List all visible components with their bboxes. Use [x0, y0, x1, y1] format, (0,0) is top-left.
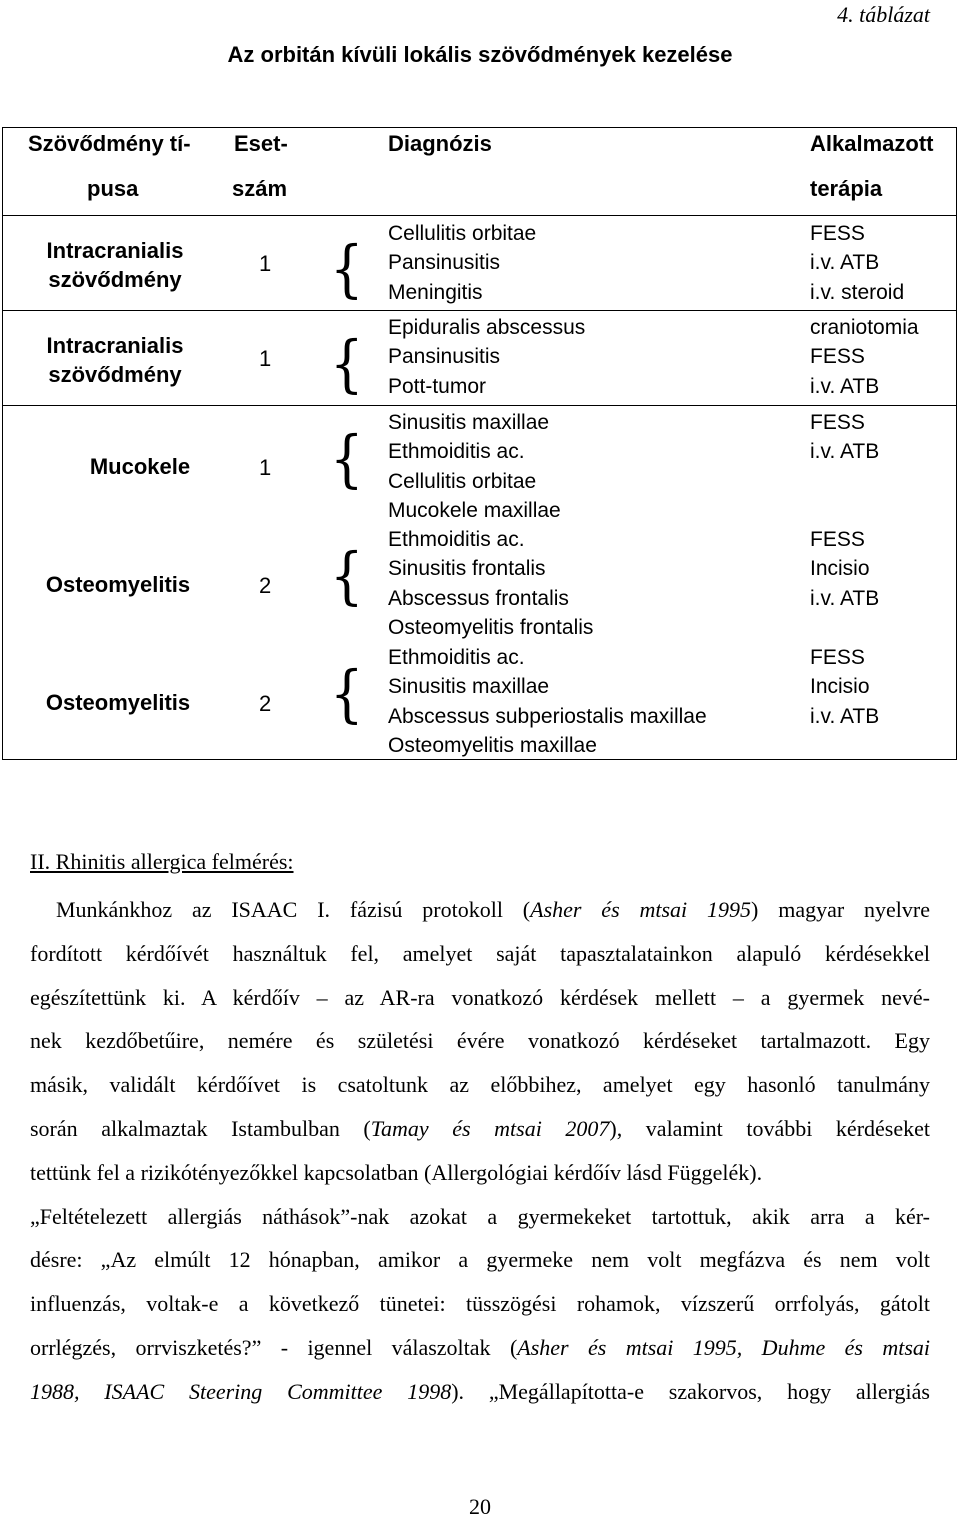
curly-brace-icon: {	[330, 539, 364, 612]
complication-type-line1: Osteomyelitis	[45, 690, 191, 715]
therapy-item: i.v. ATB	[810, 251, 880, 275]
therapy-list	[810, 313, 919, 401]
curly-brace-icon: {	[330, 657, 364, 730]
diagnosis-list	[388, 313, 585, 401]
header-therapy-line2: terápia	[810, 176, 883, 201]
therapy-item: FESS	[810, 646, 865, 669]
therapy-item: i.v. ATB	[810, 440, 880, 464]
diagnosis-item: Cellulitis orbitae	[388, 469, 537, 493]
row-divider	[2, 405, 957, 406]
header-type-line2: pusa	[87, 176, 139, 201]
section-heading: II. Rhinitis allergica felmérés:	[30, 849, 294, 874]
table-top-border	[2, 127, 957, 128]
complication-type	[10, 236, 220, 294]
paragraph-line: désre: „Az elmúlt 12 hónapban, amikor a gyermeke nem volt megfázva és nem volt	[30, 1247, 930, 1273]
paragraph-line: influenzás, voltak-e a következő tünetei: tüsszögési rohamok, vízszerű orrfolyás, gátolt	[30, 1291, 930, 1317]
complication-type	[28, 688, 208, 717]
diagnosis-item: Pott-tumor	[388, 374, 487, 398]
therapy-item: i.v. steroid	[810, 280, 905, 304]
paragraph-line: Munkánkhoz az ISAAC I. fázisú protokoll (Asher és mtsai 1995) magyar nyelvre	[56, 897, 931, 922]
diagnosis-item: Epiduralis abscessus	[388, 316, 586, 339]
page-number: 20	[469, 1494, 491, 1519]
therapy-item: FESS	[810, 411, 865, 434]
complication-type	[10, 452, 270, 481]
case-count: 1	[259, 251, 272, 276]
diagnosis-item: Sinusitis frontalis	[388, 557, 546, 581]
paragraph-line: egészítettünk ki. A kérdőív – az AR-ra vonatkozó kérdések mellett – a gyermek nevé-	[30, 984, 930, 1010]
complication-type	[28, 570, 208, 599]
therapy-item: FESS	[810, 345, 865, 369]
therapy-item: i.v. ATB	[810, 704, 880, 728]
table-right-border	[956, 127, 957, 760]
curly-brace-icon: {	[330, 327, 364, 400]
paragraph-line: orrlégzés, orrviszketés?” - igennel válaszoltak (Asher és mtsai 1995, Duhme és mtsai	[30, 1334, 930, 1360]
diagnosis-item: Ethmoiditis ac.	[388, 646, 525, 669]
diagnosis-list	[388, 219, 536, 307]
header-divider	[2, 215, 957, 216]
case-count: 1	[259, 346, 272, 371]
diagnosis-item: Ethmoiditis ac.	[388, 528, 525, 551]
complication-type-line1: Osteomyelitis	[45, 572, 191, 597]
therapy-item: i.v. ATB	[810, 374, 880, 398]
complication-type-line1: Mucokele	[89, 454, 191, 479]
header-count-line1: Eset-	[234, 131, 288, 156]
diagnosis-item: Cellulitis orbitae	[388, 222, 537, 245]
diagnosis-item: Sinusitis maxillae	[388, 675, 550, 699]
paragraph-line: „Feltételezett allergiás náthások”-nak azokat a gyermekeket tartottuk, akik arra a kér-	[30, 1203, 930, 1229]
therapy-list	[810, 525, 879, 613]
diagnosis-item: Sinusitis maxillae	[388, 411, 550, 434]
curly-brace-icon: {	[330, 232, 364, 305]
curly-brace-icon: {	[330, 422, 364, 495]
body-paragraph	[30, 888, 930, 1414]
diagnosis-item: Pansinusitis	[388, 251, 501, 275]
diagnosis-item: Mucokele maxillae	[388, 498, 561, 522]
table-number-label: 4. táblázat	[837, 2, 930, 27]
diagnosis-item: Ethmoiditis ac.	[388, 440, 525, 464]
complication-type	[10, 331, 220, 389]
header-count-line2: szám	[232, 176, 288, 201]
complication-type-line1: Intracranialis	[46, 333, 184, 358]
therapy-list	[810, 643, 879, 731]
case-count: 2	[259, 691, 272, 716]
paragraph-line: másik, validált kérdőívet is csatoltunk az előbbihez, amelyet egy hasonló tanulmány	[30, 1072, 930, 1098]
diagnosis-item: Meningitis	[388, 280, 483, 304]
diagnosis-item: Osteomyelitis frontalis	[388, 615, 594, 639]
diagnosis-item: Abscessus frontalis	[388, 586, 569, 610]
table-left-border	[2, 127, 3, 760]
header-type-line1: Szövődmény tí-	[28, 131, 191, 156]
diagnosis-item: Abscessus subperiostalis maxillae	[388, 704, 707, 728]
therapy-item: FESS	[810, 528, 865, 551]
therapy-item: Incisio	[810, 557, 870, 581]
complication-type-line2: szövődmény	[48, 267, 182, 292]
diagnosis-item: Osteomyelitis maxillae	[388, 733, 597, 757]
paragraph-line: nek kezdőbetűire, nemére és születési évére vonatkozó kérdéseket tartalmazott. Egy	[30, 1028, 930, 1054]
case-count: 2	[259, 573, 272, 598]
therapy-item: i.v. ATB	[810, 586, 880, 610]
diagnosis-list	[388, 525, 593, 642]
table-title: Az orbitán kívüli lokális szövődmények kezelése	[227, 42, 733, 67]
diagnosis-item: Pansinusitis	[388, 345, 501, 369]
case-count: 1	[259, 455, 272, 480]
paragraph-line: fordított kérdőívét használtuk fel, amelyet saját tapasztalatainkon alapuló kérdésekkel	[30, 940, 930, 966]
therapy-item: craniotomia	[810, 316, 919, 339]
row-divider	[2, 310, 957, 311]
complication-type-line1: Intracranialis	[46, 238, 184, 263]
paragraph-line: tettünk fel a rizikótényezőkkel kapcsolatban (Allergológiai kérdőív lásd Függelék).	[30, 1159, 763, 1185]
therapy-item: FESS	[810, 222, 865, 245]
header-therapy-line1: Alkalmazott	[810, 131, 934, 156]
therapy-item: Incisio	[810, 675, 870, 699]
therapy-list	[810, 219, 904, 307]
diagnosis-list	[388, 408, 561, 525]
paragraph-line: 1988, ISAAC Steering Committee 1998). „Megállapította-e szakorvos, hogy allergiás	[30, 1378, 930, 1404]
header-diagnosis: Diagnózis	[388, 131, 492, 156]
complication-type-line2: szövődmény	[48, 362, 182, 387]
paragraph-line: során alkalmaztak Istambulban (Tamay és mtsai 2007), valamint további kérdéseket	[30, 1115, 930, 1141]
therapy-list	[810, 408, 879, 467]
diagnosis-list	[388, 643, 707, 760]
